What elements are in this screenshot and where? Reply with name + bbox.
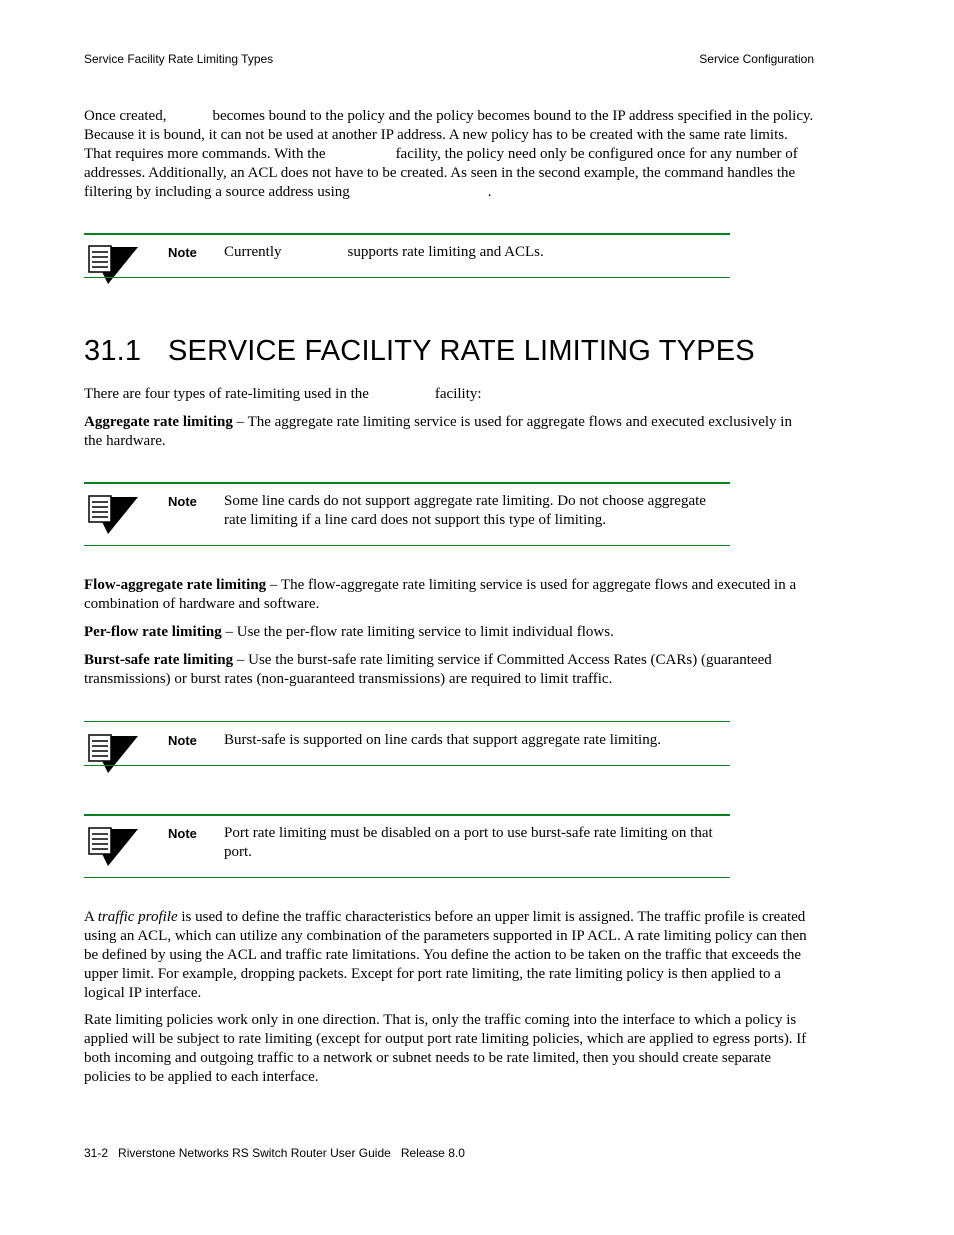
note-divider-top — [84, 482, 730, 484]
note-label: Note — [168, 494, 197, 509]
section-number: 31.1 — [84, 335, 142, 367]
aggregate-text: – The aggregate rate limiting service is used for aggregate flows and executed exclusively in the hardware. — [84, 414, 792, 449]
per-flow-paragraph — [84, 623, 814, 642]
traffic-profile-text: is used to define the traffic characteristics before an upper limit is assigned. The traffic profile is created using an ACL, which can utilize any combination of the parameters supported in IP ACL. A rate limiting policy can then be defined by using the ACL and traffic rate limitations. You define the action to be taken on the traffic that exceeds the upper limit. For example, dropping packets. Except for port rate limiting, the rate limiting policy is then applied to a logical IP interface. — [84, 909, 807, 1001]
section-title: SERVICE FACILITY RATE LIMITING TYPES — [168, 335, 755, 367]
per-flow-text: – Use the per-flow rate limiting service to limit individual flows. — [221, 624, 614, 640]
note-text: Some line cards do not support aggregate rate limiting. Do not choose aggregate rate limiting if a line card does not support this type of limiting. — [224, 493, 706, 528]
traffic-profile-paragraph — [84, 908, 814, 1003]
running-header-right: Service Configuration — [699, 52, 814, 66]
note-icon — [86, 733, 138, 773]
traffic-profile-term: traffic profile — [97, 909, 178, 925]
page-footer — [84, 1146, 465, 1160]
note-divider-bottom — [84, 765, 730, 766]
burst-safe-text: – Use the burst-safe rate limiting service if Committed Access Rates (CARs) (guaranteed transmissions) or burst rates (non-guaranteed transmissions) are required to limit traffic. — [84, 652, 772, 687]
direction-paragraph: Rate limiting policies work only in one direction. That is, only the traffic coming into the interface to which a policy is applied will be subject to rate limiting (except for output port rate limiting policies, which are applied to egress ports). If both incoming and outgoing traffic to a network or subnet needs to be rate limited, then you should create separate policies to be applied to each interface. — [84, 1012, 807, 1085]
note-divider-bottom — [84, 545, 730, 546]
note-icon — [86, 826, 138, 866]
types-intro-post: facility: — [434, 386, 482, 402]
burst-safe-paragraph — [84, 651, 814, 689]
footer-title: Riverstone Networks RS Switch Router User Guide — [118, 1146, 391, 1160]
flow-aggregate-term: Flow-aggregate rate limiting — [84, 577, 267, 593]
aggregate-paragraph — [84, 413, 814, 451]
types-intro — [84, 385, 814, 404]
note-divider-top — [84, 814, 730, 816]
types-intro-pre: There are four types of rate-limiting used in the — [84, 386, 369, 402]
note-divider-bottom — [84, 877, 730, 878]
note-label: Note — [168, 826, 197, 841]
aggregate-term: Aggregate rate limiting — [84, 414, 233, 430]
note-icon — [86, 494, 138, 534]
running-header-left: Service Facility Rate Limiting Types — [84, 52, 274, 66]
footer-release: Release 8.0 — [400, 1146, 465, 1160]
note-text: Port rate limiting must be disabled on a port to use burst-safe rate limiting on that port. — [224, 825, 713, 860]
flow-aggregate-text: – The flow-aggregate rate limiting service is used for aggregate flows and executed in a combination of hardware and software. — [84, 577, 797, 612]
note-label: Note — [168, 733, 197, 748]
note1-text-post: supports rate limiting and ACLs. — [347, 244, 544, 260]
intro-text-2: becomes bound to the policy and the policy becomes bound to the IP address specified in the policy. Because it is bound, it can not be used at another IP address. A new policy has to be created with the same rate limits. That requires more commands. With the — [84, 108, 814, 162]
section-heading — [84, 335, 755, 368]
note-icon — [86, 244, 138, 284]
traffic-profile-pre: A — [84, 909, 95, 925]
note1-text-pre: Currently — [224, 244, 282, 260]
intro-text-1: Once created, — [84, 108, 167, 124]
intro-text-3: facility, the policy need only be configured once for any number of addresses. Additionally, an ACL does not have to be created. As seen in the second example, the command handles the filtering by including a source address using — [84, 146, 798, 200]
flow-aggregate-paragraph — [84, 576, 814, 614]
note-divider-bottom — [84, 277, 730, 278]
footer-page-number: 31-2 — [84, 1146, 109, 1160]
intro-text-4: . — [487, 184, 492, 200]
per-flow-term: Per-flow rate limiting — [84, 624, 222, 640]
note-text — [224, 243, 730, 262]
note-text: Burst-safe is supported on line cards that support aggregate rate limiting. — [224, 732, 661, 748]
note-divider-top — [84, 233, 730, 235]
burst-safe-term: Burst-safe rate limiting — [84, 652, 234, 668]
note-label: Note — [168, 245, 197, 260]
intro-paragraph — [84, 107, 814, 202]
note-divider-top — [84, 721, 730, 722]
